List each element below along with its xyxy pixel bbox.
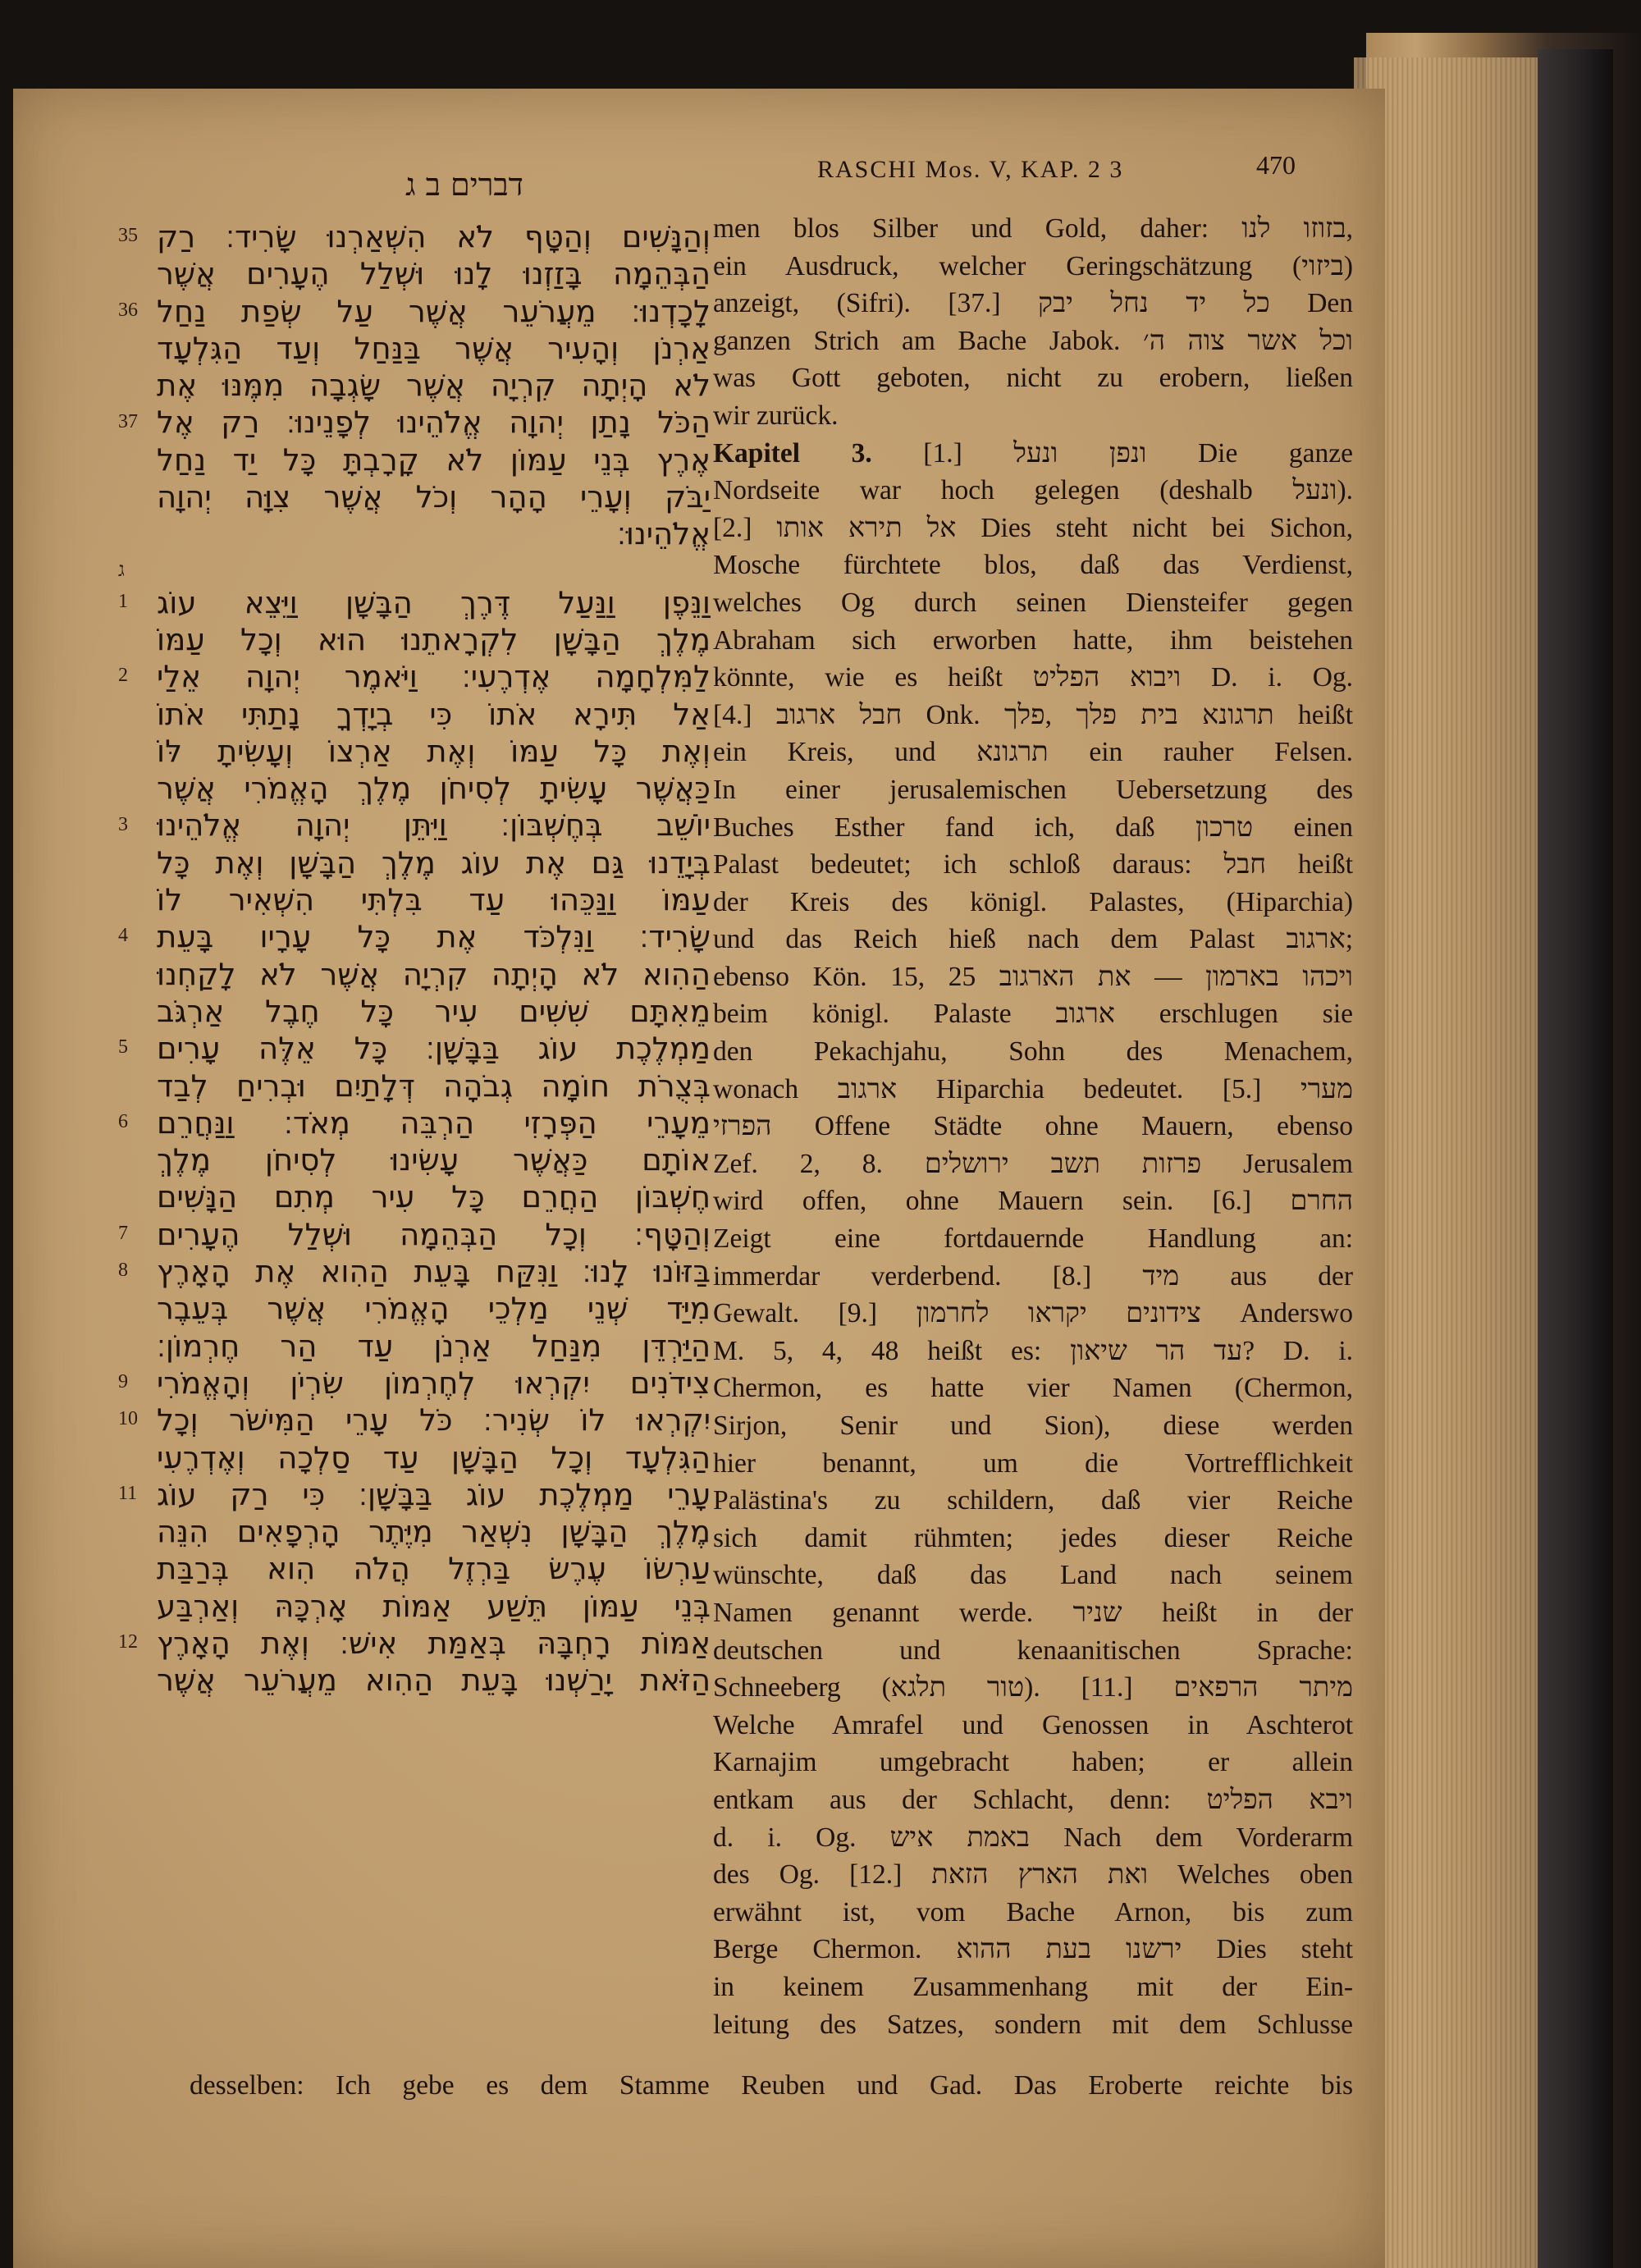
commentary-line: Zef. 2, 8. פרזות תשב ירושלים Jerusalem [713, 1148, 1353, 1179]
hebrew-line: וַנֵּפֶן וַנַּעַל דֶּרֶךְ הַבָּשָׁן וַיֵּצֵא עוֹג [157, 584, 711, 620]
verse-number: 3 [118, 813, 128, 835]
commentary-line: Palast bedeutet; ich schloß daraus: חבל heißt [713, 849, 1353, 880]
hebrew-line: וְהַנָּשִׁים וְהַטָּף לֹא הִשְׁאַרְנוּ שָׂרִיד׃ רַק [157, 219, 711, 254]
hebrew-line: אַרְנֹן וְהָעִיר אֲשֶׁר בַּנַּחַל וְעַד הַגִּלְעָד [157, 330, 711, 366]
hebrew-line: מֶלֶךְ הַבָּשָׁן נִשְׁאַר מִיֶּתֶר הָרְפָאִים הִנֵּה [157, 1514, 711, 1550]
german-commentary-column [713, 210, 1353, 2043]
commentary-line: in keinem Zusammenhang mit der Ein- [713, 1971, 1353, 2002]
commentary-line: welches Og durch seinen Diensteifer gegen [713, 587, 1353, 618]
verse-number: 35 [118, 225, 138, 246]
verse-number: 36 [118, 299, 138, 321]
verse-number: 12 [118, 1631, 138, 1653]
commentary-line: sich damit rühmten; jedes dieser Reiche [713, 1522, 1353, 1553]
hebrew-line: הַהִוא לֹא הָיְתָה קִרְיָה אֲשֶׁר לֹא לָקַחְנוּ [157, 956, 711, 992]
hebrew-line: הַזֹּאת יָרַשְׁנוּ בָּעֵת הַהִוא מֵעֲרֹעֵר אֲשֶׁר [157, 1662, 711, 1699]
running-head-hebrew: דברים ב ג [405, 167, 523, 203]
hebrew-line: מֵעָרֵי הַפְּרָזִי הַרְבֵּה מְאֹד׃ וַנַּחֲרֵם [157, 1104, 711, 1141]
hebrew-line: אוֹתָם כַּאֲשֶׁר עָשִׂינוּ לְסִיחֹן מֶלֶךְ [157, 1142, 711, 1178]
hebrew-line: בְּיָדֵנוּ גַּם אֶת עוֹג מֶלֶךְ הַבָּשָׁן וְאֶת כָּל [157, 844, 711, 880]
verse-number: 4 [118, 925, 128, 947]
hebrew-line: לַמִּלְחָמָה אֶדְרֶעִי׃ וַיֹּאמֶר יְהוָה אֵלַי [157, 659, 711, 695]
commentary-line: beim königl. Palaste ארגוב erschlugen sie [713, 999, 1353, 1030]
commentary-line: Sirjon, Senir und Sion), diese werden [713, 1411, 1353, 1441]
commentary-line: ein Kreis, und תרגונא ein rauher Felsen. [713, 737, 1353, 768]
commentary-line: Schneeberg (טור תלגא). [11.] מיתר הרפאים [713, 1672, 1353, 1703]
commentary-line: wünschte, daß das Land nach seinem [713, 1560, 1353, 1591]
verse-number: 6 [118, 1110, 128, 1132]
verse-number: 11 [118, 1482, 138, 1504]
verse-number: 1 [118, 590, 128, 612]
commentary-line: men blos Silber und Gold, daher: בזוזו לנו, [713, 213, 1353, 244]
book-page [13, 89, 1385, 2268]
commentary-line: Buches Esther fand ich, daß טרכון einen [713, 812, 1353, 843]
commentary-line: Abraham sich erworben hatte, ihm beistehen [713, 624, 1353, 656]
hebrew-line: מִיַּד שְׁנֵי מַלְכֵי הָאֱמֹרִי אֲשֶׁר בְּעֵבֶר [157, 1291, 711, 1327]
commentary-line: entkam aus der Schlacht, denn: ויבא הפליט [713, 1784, 1353, 1815]
running-head-latin: RASCHI Mos. V, KAP. 2 3 [817, 156, 1124, 183]
hebrew-line: כַּאֲשֶׁר עָשִׂיתָ לְסִיחֹן מֶלֶךְ הָאֱמֹרִי אֲשֶׁר [157, 770, 711, 807]
commentary-line: Palästina's zu schildern, daß vier Reiche [713, 1485, 1353, 1516]
verse-number: 5 [118, 1036, 128, 1059]
hebrew-line: צִידֹנִים יִקְרְאוּ לְחֶרְמוֹן שִׂרְיֹן וְהָאֱמֹרִי [157, 1365, 711, 1401]
commentary-line: könnte, wie es heißt ויבוא הפליט D. i. Og. [713, 662, 1353, 693]
commentary-line: der Kreis des königl. Palastes, (Hiparchia) [713, 886, 1353, 917]
hebrew-line: אַל תִּירָא אֹתוֹ כִּי בְיָדְךָ נָתַתִּי אֹתוֹ [157, 696, 711, 732]
commentary-line: den Pekachjahu, Sohn des Menachem, [713, 1036, 1353, 1068]
page-number: 470 [1256, 150, 1296, 180]
verse-number: 2 [118, 665, 128, 687]
verse-number: 9 [118, 1371, 128, 1392]
commentary-line: wird offen, ohne Mauern sein. [6.] החרם [713, 1186, 1353, 1217]
commentary-line: leitung des Satzes, sondern mit dem Schlusse [713, 2009, 1353, 2040]
commentary-line: ganzen Strich am Bache Jabok. וכל אשר צוה ה׳ [713, 325, 1353, 356]
commentary-line: Gewalt. [9.] צידונים יקראו לחרמון Anderswo [713, 1298, 1353, 1329]
commentary-line: Welche Amrafel und Genossen in Aschterot [713, 1709, 1353, 1740]
commentary-line: Nordseite war hoch gelegen (deshalb ונעל). [713, 475, 1353, 506]
verse-number: 7 [118, 1222, 128, 1244]
hebrew-line: יִקְרְאוּ לוֹ שְׂנִיר׃ כֹּל עָרֵי הַמִּישֹׁר וְכָל [157, 1402, 711, 1438]
commentary-line: was Gott geboten, nicht zu erobern, ließen [713, 363, 1353, 394]
hebrew-line: עָרֵי מַמְלֶכֶת עוֹג בַּבָּשָׁן׃ כִּי רַק עוֹג [157, 1476, 711, 1512]
hebrew-line: הַיַּרְדֵּן מִנַּחַל אַרְנֹן עַד הַר חֶרְמוֹן׃ [157, 1328, 711, 1364]
commentary-line: des Og. [12.] ואת הארץ הזאת Welches oben [713, 1859, 1353, 1891]
closing-line: desselben: Ich gebe es dem Stamme Reuben und Gad. Das Eroberte reichte bis [190, 2070, 1353, 2101]
hebrew-line: לֹא הָיְתָה קִרְיָה אֲשֶׁר שָׂגְבָה מִמֶּנּוּ אֶת [157, 368, 711, 404]
commentary-line: anzeigt, (Sifri). [37.] כל יד נחל יבק Den [713, 288, 1353, 319]
hebrew-line: עַרְשׂוֹ עֶרֶשׂ בַּרְזֶל הֲלֹה הִוא בְּרַבַּת [157, 1551, 711, 1587]
verse-number: ג [118, 559, 125, 581]
commentary-line: M. 5, 4, 48 heißt es: עד הר שיאון? D. i. [713, 1335, 1353, 1366]
commentary-line: Chermon, es hatte vier Namen (Chermon, [713, 1373, 1353, 1404]
commentary-line: Mosche fürchtete blos, daß das Verdienst, [713, 550, 1353, 581]
commentary-line: Karnajim umgebracht haben; er allein [713, 1747, 1353, 1778]
commentary-line: deutschen und kenaanitischen Sprache: [713, 1635, 1353, 1666]
hebrew-line: שָׂרִיד׃ וַנִּלְכֹּד אֶת כָּל עָרָיו בָּעֵת [157, 919, 711, 955]
hebrew-line: הַבְּהֵמָה בָּזַזְנוּ לָנוּ וּשְׁלַל הֶעָרִים אֲשֶׁר [157, 256, 711, 292]
chapter-heading: Kapitel 3. [713, 437, 872, 469]
hebrew-line: הַגִּלְעָד וְכָל הַבָּשָׁן עַד סַלְכָה וְאֶדְרֶעִי [157, 1439, 711, 1475]
verse-number: 10 [118, 1408, 138, 1430]
commentary-line: d. i. Og. באמת איש Nach dem Vorderarm [713, 1822, 1353, 1853]
commentary-line: In einer jerusalemischen Uebersetzung des [713, 774, 1353, 805]
hebrew-line: וְהַטָּף׃ וְכָל הַבְּהֵמָה וּשְׁלַל הֶעָרִים [157, 1216, 711, 1252]
commentary-line: Zeigt eine fortdauernde Handlung an: [713, 1223, 1353, 1255]
commentary-line: [4.] חבל ארגוב Onk. תרגונא בית פלך ,פלך heißt [713, 699, 1353, 730]
hebrew-line: יַבֹּק וְעָרֵי הָהָר וְכֹל אֲשֶׁר צִוָּה יְהוָה [157, 479, 711, 515]
hebrew-line: מֵאִתָּם שִׁשִּׁים עִיר כָּל חֶבֶל אַרְגֹּב [157, 993, 711, 1029]
hebrew-line: מֶלֶךְ הַבָּשָׁן לִקְרָאתֵנוּ הוּא וְכָל עַמּוֹ [157, 621, 711, 657]
book-spine [1538, 49, 1613, 2268]
commentary-line: Namen genannt werde. שניר heißt in der [713, 1597, 1353, 1628]
hebrew-line: חֶשְׁבּוֹן הַחֲרֵם כָּל עִיר מְתִם הַנָּשִׁים [157, 1179, 711, 1215]
hebrew-line: בַּזּוֹנוּ לָנוּ׃ וַנִּקַּח בָּעֵת הַהִוא אֶת הָאָרֶץ [157, 1254, 711, 1290]
hebrew-line: אַמּוֹת רָחְבָּהּ בְּאַמַּת אִישׁ׃ וְאֶת הָאָרֶץ [157, 1625, 711, 1661]
hebrew-line: אֱלֹהֵינוּ׃ [616, 516, 711, 552]
hebrew-line: בְּנֵי עַמּוֹן תֵּשַׁע אַמּוֹת אָרְכָּהּ וְאַרְבַּע [157, 1588, 711, 1624]
commentary-line: erwähnt ist, vom Bache Arnon, bis zum [713, 1896, 1353, 1927]
verse-number: 37 [118, 410, 138, 432]
commentary-line: und das Reich hieß nach dem Palast ארגוב; [713, 924, 1353, 955]
hebrew-text-column [157, 218, 711, 1699]
commentary-line: wir zurück. [713, 400, 839, 431]
hebrew-line: מַמְלֶכֶת עוֹג בַּבָּשָׁן׃ כָּל אֵלֶּה עָרִים [157, 1031, 711, 1067]
commentary-line: hier benannt, um die Vortrefflichkeit [713, 1447, 1353, 1479]
commentary-line: Berge Chermon. ירשנו בעת ההוא Dies steht [713, 1934, 1353, 1965]
hebrew-line: בְּצֻרֹת חוֹמָה גְבֹהָה דְּלָתַיִם וּבְרִיחַ לְבַד [157, 1068, 711, 1104]
hebrew-line: אֶרֶץ בְּנֵי עַמּוֹן לֹא קָרָבְתָּ כָּל יַד נַחַל [157, 441, 711, 478]
hebrew-line: הַכֹּל נָתַן יְהוָה אֱלֹהֵינוּ לְפָנֵינוּ׃ רַק אֶל [157, 405, 711, 441]
commentary-line: wonach ארגוב Hiparchia bedeutet. [5.] מערי [713, 1073, 1353, 1104]
hebrew-line: עַמּוֹ וַנַּכֵּהוּ עַד בִּלְתִּי הִשְׁאִיר לוֹ [157, 882, 711, 918]
hebrew-line: יוֹשֵׁב בְּחֶשְׁבּוֹן׃ וַיִּתֵּן יְהוָה אֱלֹהֵינוּ [157, 807, 711, 844]
commentary-line: ein Ausdruck, welcher Geringschätzung (ביזוי) [713, 250, 1353, 281]
commentary-line: ebenso Kön. 15, 25 ויכהו בארמון — את הארגוב [713, 961, 1353, 992]
hebrew-line: לָכָדְנוּ׃ מֵעֲרֹעֵר אֲשֶׁר עַל שְׂפַת נַחַל [157, 293, 711, 329]
commentary-line: [2.] אל תירא אותו Dies steht nicht bei Sichon, [713, 512, 1353, 543]
hebrew-line [157, 553, 711, 584]
commentary-line: Kapitel 3. [1.] ונפן ונעל Die ganze [713, 437, 1353, 469]
commentary-line: הפרזי Offene Städte ohne Mauern, ebenso [713, 1111, 1353, 1142]
hebrew-line: וְאֶת כָּל עַמּוֹ וְאֶת אַרְצוֹ וְעָשִׂיתָ לּוֹ [157, 733, 711, 769]
commentary-line: immerdar verderbend. [8.] מיד aus der [713, 1260, 1353, 1292]
verse-number: 8 [118, 1260, 128, 1282]
